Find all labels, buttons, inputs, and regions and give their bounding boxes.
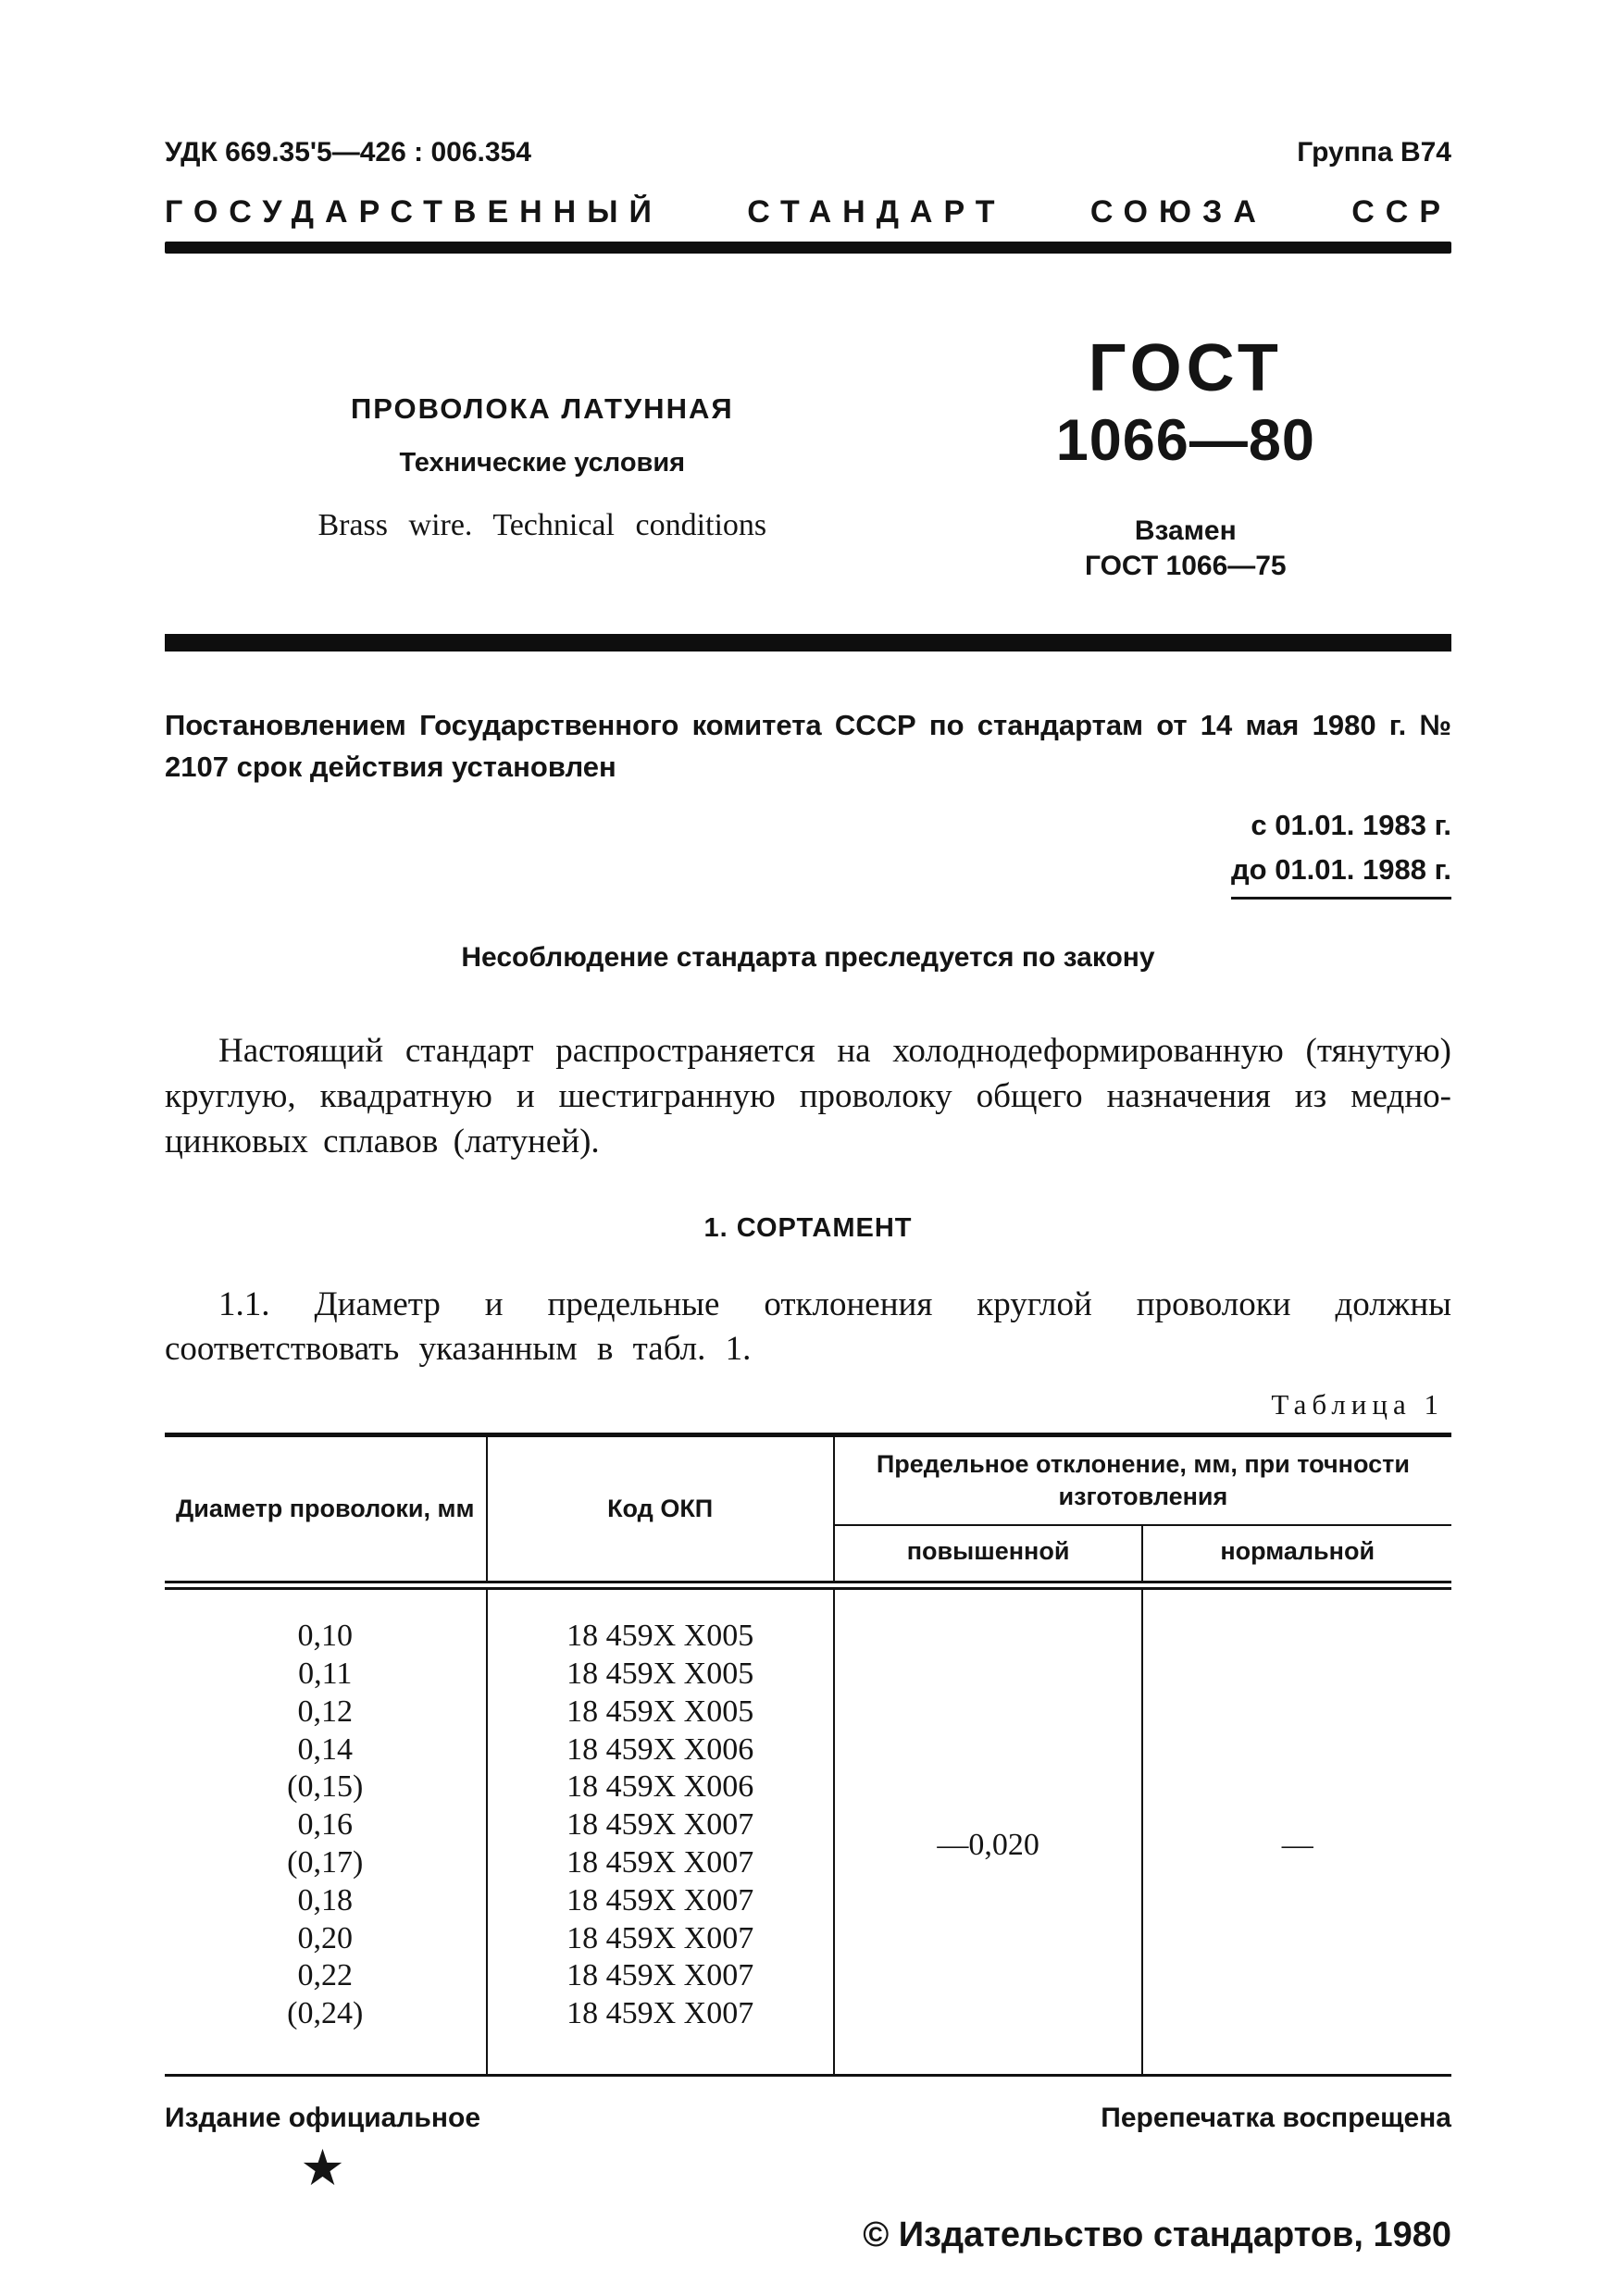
- official-edition-label: Издание официальное: [165, 2102, 481, 2133]
- intro-paragraph: Настоящий стандарт распространяется на холоднодеформированную (тянутую) круглую, квадратную и шестигранную проволоку общего назначения из медно-цинковых сплавов (латуней).: [165, 1032, 1451, 1160]
- masthead: [165, 137, 1451, 168]
- table-caption: Таблица 1: [1271, 1387, 1444, 1421]
- diameter-cell: 0,18: [297, 1882, 353, 1917]
- document-title-english: Brass wire. Technical conditions: [317, 508, 767, 542]
- law-notice: Несоблюдение стандарта преследуется по закону: [461, 942, 1155, 974]
- validity-dates: [165, 803, 1451, 900]
- star-icon: ★: [302, 2143, 343, 2193]
- thick-separator-bar: [165, 634, 1451, 652]
- diameter-cell: 0,11: [298, 1657, 353, 1692]
- title-block: [165, 335, 920, 582]
- okp-cell: 18 459X X006: [487, 1731, 834, 1769]
- diameter-cell: 0,10: [297, 1619, 353, 1654]
- gost-number: 1066—80: [1055, 408, 1315, 473]
- okp-cell: 18 459X X007: [487, 1995, 834, 2075]
- diameter-cell: (0,15): [287, 1769, 364, 1805]
- table-1: [165, 1433, 1451, 2077]
- replaces-value: ГОСТ 1066—75: [1084, 551, 1287, 582]
- deviation-increased-cell: —0,020: [834, 1585, 1143, 2075]
- deviation-normal-cell: —: [1142, 1585, 1451, 2075]
- gost-designation-block: [920, 331, 1451, 582]
- udk-number: УДК 669.35'5—426 : 006.354: [165, 137, 531, 168]
- okp-cell: 18 459X X005: [487, 1656, 834, 1694]
- title-section: [165, 331, 1451, 582]
- decree-paragraph: Постановлением Государственного комитета СССР по стандартам от 14 мая 1980 г. № 2107 срок действия установлен: [165, 709, 1451, 784]
- diameter-cell: 0,14: [297, 1731, 353, 1767]
- okp-cell: 18 459X X005: [487, 1585, 834, 1656]
- col-header-diameter: Диаметр проволоки, мм: [165, 1434, 487, 1585]
- okp-cell: 18 459X X007: [487, 1806, 834, 1844]
- okp-cell: 18 459X X007: [487, 1882, 834, 1920]
- okp-cell: 18 459X X007: [487, 1844, 834, 1882]
- group-label: Группа В74: [1297, 137, 1451, 168]
- section-1-title: 1. СОРТАМЕНТ: [703, 1212, 913, 1243]
- copyright-line: © Издательство стандартов, 1980: [863, 2215, 1451, 2254]
- col-header-okp: Код ОКП: [487, 1434, 834, 1585]
- footer: [165, 2103, 1451, 2191]
- decorative-ink-bar: [165, 242, 1451, 254]
- diameter-cell: 0,22: [297, 1958, 353, 1993]
- col-header-deviation: Предельное отклонение, мм, при точности изготовления: [834, 1434, 1451, 1525]
- table-row: [165, 1585, 1451, 1656]
- diameter-cell: 0,16: [297, 1807, 353, 1843]
- reprint-forbidden-label: Перепечатка воспрещена: [1101, 2102, 1451, 2133]
- diameter-cell: (0,24): [287, 1996, 364, 2031]
- document-subtitle: Технические условия: [399, 448, 686, 478]
- okp-cell: 18 459X X007: [487, 1920, 834, 1958]
- col-header-increased: повышенной: [834, 1525, 1143, 1585]
- diameter-cell: 0,20: [297, 1920, 353, 1955]
- valid-to-date: до 01.01. 1988 г.: [1231, 848, 1451, 900]
- replaces-label: Взамен: [1134, 515, 1237, 547]
- col-header-normal: нормальной: [1142, 1525, 1451, 1585]
- gost-label: ГОСТ: [1088, 331, 1283, 405]
- document-title: ПРОВОЛОКА ЛАТУННАЯ: [350, 392, 734, 425]
- diameter-cell: 0,12: [297, 1694, 353, 1729]
- okp-cell: 18 459X X005: [487, 1694, 834, 1731]
- state-standard-header: ГОСУДАРСТВЕННЫЙ СТАНДАРТ СОЮЗА ССР: [165, 194, 1451, 230]
- valid-from-date: с 01.01. 1983 г.: [1251, 809, 1451, 842]
- okp-cell: 18 459X X007: [487, 1957, 834, 1995]
- official-edition-block: [165, 2103, 480, 2191]
- clause-1-1: 1.1. Диаметр и предельные отклонения круглой проволоки должны соответствовать указанным в табл. 1.: [165, 1285, 1451, 1368]
- okp-cell: 18 459X X006: [487, 1769, 834, 1806]
- diameter-cell: (0,17): [287, 1845, 364, 1880]
